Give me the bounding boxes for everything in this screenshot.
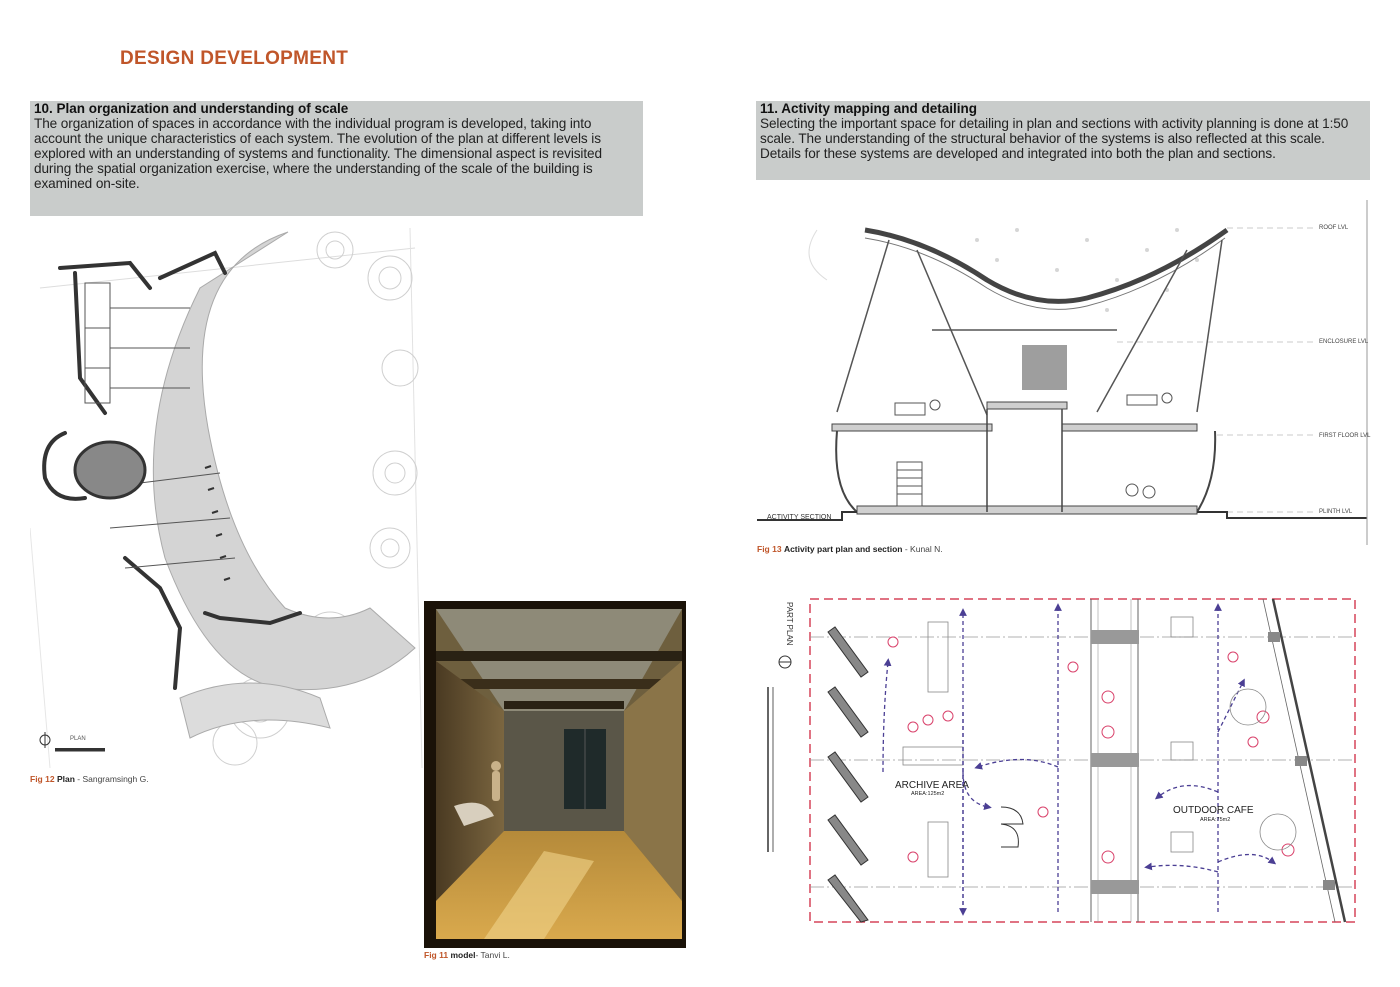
fig-11-caption [424,950,510,960]
outdoor-cafe-size: AREA:75m2 [1200,817,1231,823]
first-floor-level-label: FIRST FLOOR LVL [1319,433,1371,439]
plinth-level-label: PLINTH LVL [1319,509,1353,515]
fig-13-number: Fig 13 [757,544,782,554]
activity-section-title: ACTIVITY SECTION [767,514,832,521]
model-photo [424,601,686,948]
fig-13-credit: - Kunal N. [902,544,943,554]
section-10-textbox [30,101,643,216]
fig-12-credit: - Sangramsingh G. [74,774,149,784]
page-title: DESIGN DEVELOPMENT [120,48,349,69]
activity-section-drawing [757,200,1372,545]
fig-11-number: Fig 11 [424,950,449,960]
section-10-body: The organization of spaces in accordance with the individual program is developed, taking into account the unique characteristics of each system. The evolution of the plan at different levels is explored with an understanding of systems and functionality. The dimensional aspect is revisited during the spatial organization exercise, where the understanding of the scale of the building is examined on-site. [34,116,602,191]
enclosure-level-label: ENCLOSURE LVL [1319,339,1369,345]
fig-12-caption [30,774,149,784]
fig-13-label: Activity part plan and section [783,544,903,554]
section-11-textbox [756,101,1370,180]
archive-area-size: AREA:125m2 [911,791,945,797]
roof-level-label: ROOF LVL [1319,225,1349,231]
fig-11-label: model [450,950,476,960]
archive-area-name: ARCHIVE AREA [895,780,969,791]
fig-11-credit: - Tanvi L. [475,950,510,960]
plan-label: PLAN [70,736,86,742]
part-plan-title: PART PLAN [785,602,794,646]
fig-12-label: Plan [56,774,75,784]
fig-13-caption [757,544,943,554]
section-11-body: Selecting the important space for detailing in plan and sections with activity planning is done at 1:50 scale. The understanding of the structural behavior of the systems is also reflected at this scale. Details for these systems are developed and integrated into both the plan and sections. [760,116,1349,161]
section-11-heading: 11. Activity mapping and detailing [760,101,978,116]
part-plan-drawing [763,592,1363,942]
section-10-heading: 10. Plan organization and understanding of scale [34,101,349,116]
outdoor-cafe-name: OUTDOOR CAFE [1173,805,1254,816]
fig-12-number: Fig 12 [30,774,55,784]
site-plan-drawing [30,228,425,768]
